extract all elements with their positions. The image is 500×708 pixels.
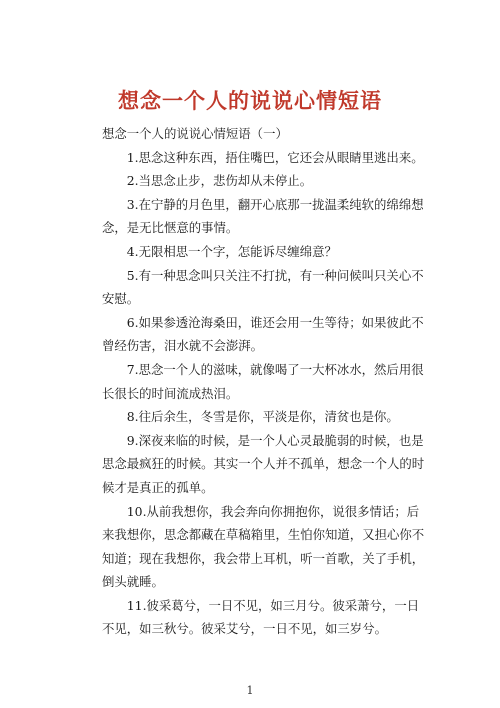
section-heading: 想念一个人的说说心情短语（一） xyxy=(102,126,288,141)
document-body xyxy=(102,122,428,641)
paragraph-8: 8.往后余生，冬雪是你，平淡是你，清贫也是你。 xyxy=(126,409,399,425)
paragraph-11: 11.彼采葛兮，一日不见，如三月兮。彼采萧兮，一日不见，如三秋兮。彼采艾兮，一日不见，如三岁兮。 xyxy=(102,597,420,637)
paragraph-1: 1.思念这种东西，捂住嘴巴，它还会从眼睛里逃出来。 xyxy=(126,149,424,165)
paragraph-7: 7.思念一个人的滋味，就像喝了一大杯冰水，然后用很长很长的时间流成热泪。 xyxy=(102,361,424,401)
paragraph-2: 2.当思念止步，悲伤却从未停止。 xyxy=(126,173,313,189)
document-title: 想念一个人的说说心情短语 xyxy=(118,88,382,113)
paragraph-6: 6.如果参透沧海桑田，谁还会用一生等待；如果彼此不曾经伤害，泪水就不会澎湃。 xyxy=(102,314,424,354)
paragraph-4: 4.无限相思一个字，怎能诉尽缠绵意？ xyxy=(126,243,337,259)
paragraph-5: 5.有一种思念叫只关注不打扰，有一种问候叫只关心不安慰。 xyxy=(102,267,424,307)
paragraph-9: 9.深夜来临的时候，是一个人心灵最脆弱的时候，也是思念最疯狂的时候。其实一个人并不孤单，想念一个人的时候才是真正的孤单。 xyxy=(102,432,425,495)
paragraph-10: 10.从前我想你，我会奔向你拥抱你，说很多情话；后来我想你，思念都藏在草稿箱里，生怕你知道，又担心你不知道；现在我想你，我会带上耳机，听一首歌，关了手机，倒头就睡。 xyxy=(102,503,425,590)
page-number: 1 xyxy=(246,684,254,697)
paragraph-3: 3.在宁静的月色里，翻开心底那一拢温柔纯软的绵绵想念，是无比惬意的事情。 xyxy=(102,196,424,236)
